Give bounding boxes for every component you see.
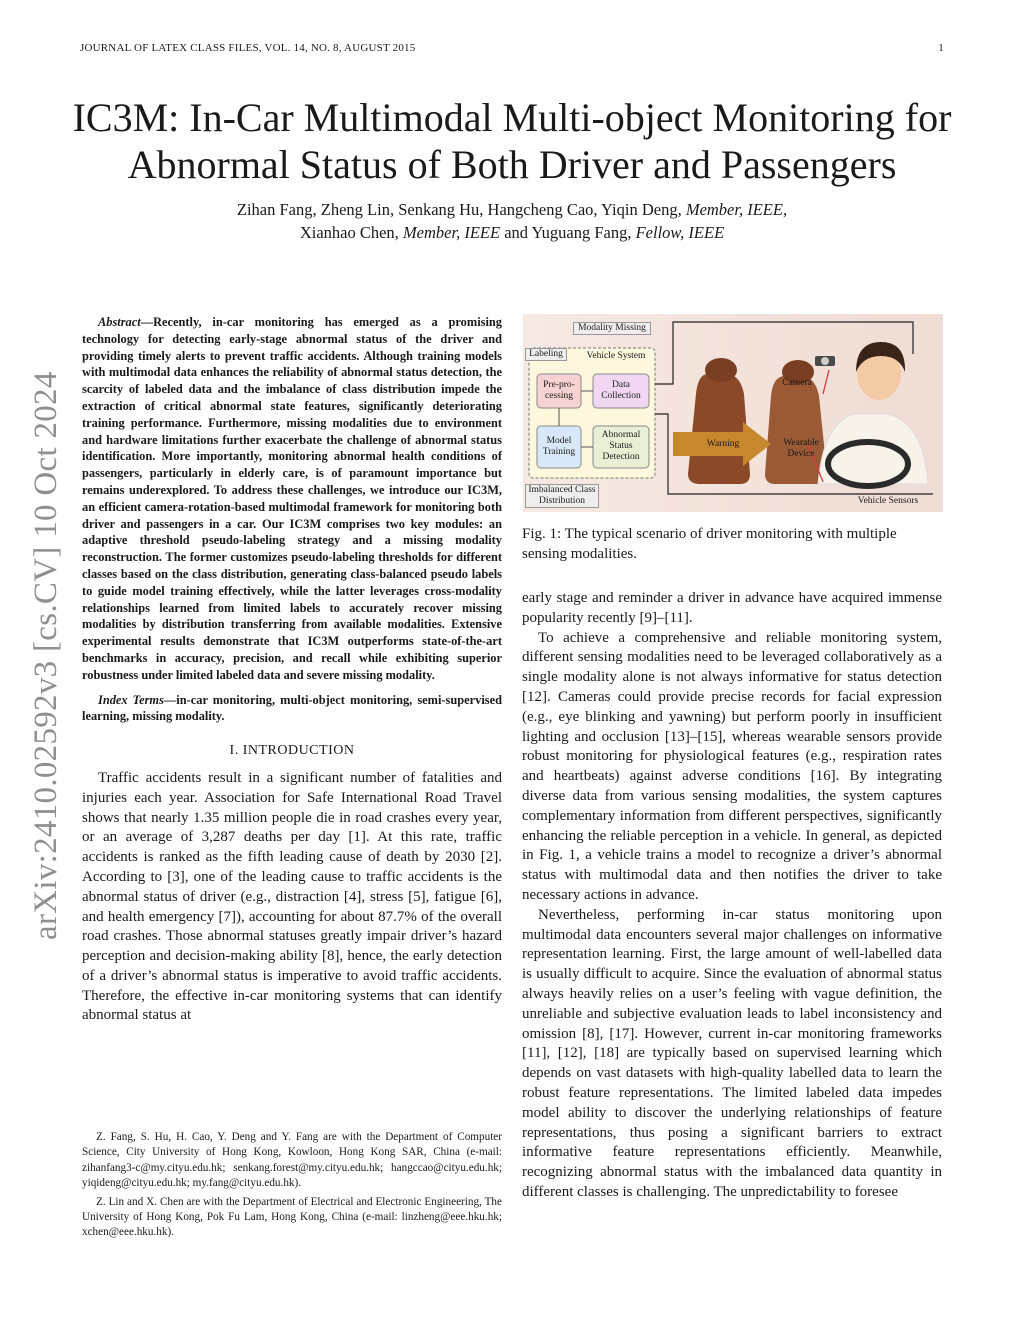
label-warning: Warning [706, 439, 740, 449]
label-model-training: Model Training [542, 436, 576, 457]
authors-line2-role2: Fellow, IEEE [635, 223, 725, 242]
label-vehicle-sensors: Vehicle Sensors [857, 496, 919, 506]
figure-caption: Fig. 1: The typical scenario of driver monitoring with multiple sensing modalities. [522, 526, 897, 562]
label-labeling: Labeling [525, 348, 567, 361]
author-list [80, 198, 944, 244]
section-heading-introduction: I. INTRODUCTION [229, 743, 355, 759]
figure-1 [523, 314, 943, 512]
label-vehicle-system: Vehicle System [586, 351, 646, 361]
right-paragraph-1: early stage and reminder a driver in advance have acquired immense popularity recently [9]–[11]. [522, 590, 942, 626]
authors-line1: Zihan Fang, Zheng Lin, Senkang Hu, Hangcheng Cao, Yiqin Deng, [236, 200, 682, 219]
index-terms-label: Index Terms [98, 692, 164, 707]
running-header [80, 42, 944, 54]
footnote-1: Z. Fang, S. Hu, H. Cao, Y. Deng and Y. Fang are with the Department of Computer Science, City University of Hong Kong, Kowloon, Hong Kong SAR, China (e-mail: zihanfang3-c@my.cityu.edu.hk; senkang.forest@my.cityu.edu.hk; hangccao@cityu.edu.hk; yiqideng@cityu.edu.hk; my.fang@cityu.edu.hk). [82, 1131, 502, 1190]
right-column [522, 589, 942, 1203]
label-imbalanced: Imbalanced Class Distribution [525, 484, 599, 508]
label-data-collection: Data Collection [601, 380, 641, 401]
index-terms [82, 692, 502, 726]
label-preprocessing: Pre-pro-cessing [543, 380, 575, 401]
left-column [82, 314, 502, 1026]
authors-line2b: and Yuguang Fang, [504, 223, 632, 242]
right-paragraph-3: Nevertheless, performing in-car status monitoring upon multimodal data encounters several major challenges on informative representation learning. First, the large amount of well-labelled data is usually difficult to acquire. Since the evaluation of abnormal status always heavily relies on a user’s feeling with vague definition, the unreliable and subjective evaluation leads to label inconsistency and omission [8], [17]. However, current in-car monitoring frameworks [11], [12], [18] are typically based on supervised learning which depends on vast datasets with high-quality labelled data to learn the robust feature representations. The limited labeled data impedes model ability to discover the underlying relationships of feature representations, thus posing a significant barriers to extract informative feature representations efficiently. Meanwhile, recognizing abnormal status with the imbalanced data quantity in different classes is challenging. The unpredictability to foresee [522, 906, 942, 1200]
arxiv-stamp: arXiv:2410.02592v3 [cs.CV] 10 Oct 2024 [28, 371, 64, 940]
authors-line2a: Xianhao Chen, [299, 223, 399, 242]
index-terms-text: —in-car monitoring, multi-object monitoring, semi-supervised learning, missing modality. [82, 692, 502, 724]
label-wearable: Wearable Device [783, 438, 819, 459]
authors-line1-role: Member, IEEE, [685, 200, 788, 219]
authors-line2-role1: Member, IEEE [402, 223, 501, 242]
headrest-left [705, 358, 737, 382]
journal-header: JOURNAL OF LATEX CLASS FILES, VOL. 14, NO. 8, AUGUST 2015 [80, 42, 416, 54]
label-modality-missing: Modality Missing [573, 322, 651, 335]
paper-title: IC3M: In-Car Multimodal Multi-object Monitoring for Abnormal Status of Both Driver and Passengers [72, 95, 952, 187]
footnote-2: Z. Lin and X. Chen are with the Department of Electrical and Electronic Engineering, The University of Hong Kong, Pok Fu Lam, Hong Kong, China (e-mail: linzheng@eee.hku.hk; xchen@eee.hku.hk). [82, 1195, 502, 1239]
right-paragraph-2: To achieve a comprehensive and reliable monitoring system, different sensing modalities need to be leveraged collaboratively as a single modality alone is not always informative for status detection [12]. Cameras could provide precise records for facial expression (e.g., eye blinking and yawning) but perform poorly in insufficient lighting and occlusion [13]–[15], whereas wearable sensors provide robust monitoring for physiological features (e.g., respiration rates and heartbeats) against adverse conditions [16]. By integrating diverse data from various sensing modalities, the system captures complementary information from different perspectives, significantly enhancing the reliable perception in a vehicle. In general, as depicted in Fig. 1, a vehicle trains a model to recognize a driver’s abnormal status with multimodal data and then notifies the driver to take necessary actions in advance. [522, 629, 942, 903]
abstract [82, 314, 502, 684]
label-abnormal-detection: Abnormal Status Detection [601, 430, 641, 462]
abstract-label: Abstract [98, 315, 141, 329]
label-camera: Camera [782, 378, 812, 388]
abstract-text: —Recently, in-car monitoring has emerged as a promising technology for detecting early-stage abnormal status of the driver and providing timely alerts to prevent traffic accidents. Although training models with multimodal data enhances the reliability of abnormal status detection, the scarcity of labeled data and the imbalance of class distribution impede the extraction of critical abnormal state features, significantly deteriorating training performance. Furthermore, missing modalities due to environment and hardware limitations further exacerbate the challenge of abnormal status identification. More importantly, monitoring abnormal health conditions of passengers, particularly in elderly care, is of paramount importance but remains underexplored. To address these challenges, we introduce our IC3M, an efficient camera-rotation-based multimodal framework for monitoring both driver and passengers in a car. Our IC3M comprises two key modules: an adaptive threshold pseudo-labeling strategy and a missing modality reconstruction. The former customizes pseudo-labeling thresholds for different classes based on the class distribution, generating class-balanced pseudo labels to guide model training effectively, while the latter leverages cross-modality relationships learned from limited labels to accurately recover missing modalities by distribution transferring from available modalities. Extensive experimental results demonstrate that IC3M outperforms state-of-the-art benchmarks in accuracy, precision, and recall while exhibiting superior robustness under limited labeled data and severe missing modality. [82, 315, 502, 682]
page-number: 1 [938, 42, 944, 54]
figure-illustration [523, 314, 943, 512]
footnotes [82, 1130, 502, 1244]
intro-paragraph-1: Traffic accidents result in a significant number of fatalities and injuries each year. Association for Safe International Road Travel shows that nearly 1.35 million people die in road crashes every year, or an average of 3,287 deaths per day [1]. At this rate, traffic accidents is ranked as the fifth leading cause of death by 2030 [2]. According to [3], one of the leading cause to traffic accidents is the abnormal status of driver (e.g., distraction [4], stress [5], fatigue [6], and health emergency [7]), accounting for about 87.7% of the overall road crashes. Those abnormal statuses greatly impair driver’s hazard perception and decision-making ability [8], hence, the early detection of a driver’s abnormal status is imperative to avoid traffic accidents. Therefore, the effective in-car monitoring systems that can identify abnormal status at [82, 769, 502, 1024]
driver-seat [688, 374, 750, 484]
